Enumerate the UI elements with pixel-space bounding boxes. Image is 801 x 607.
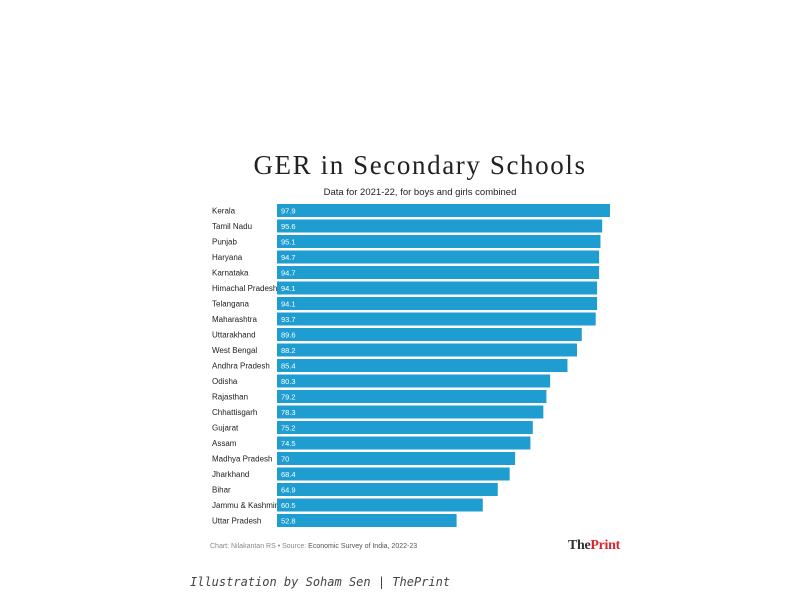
bar-odisha [277, 375, 550, 388]
bar-assam [277, 437, 530, 450]
category-label-assam: Assam [212, 439, 237, 448]
value-label-telangana: 94.1 [281, 299, 296, 309]
bar-punjab [277, 235, 600, 248]
bar-andhra-pradesh [277, 359, 567, 372]
category-label-jharkhand: Jharkhand [212, 470, 250, 479]
category-label-jammu-kashmir: Jammu & Kashmir [212, 501, 278, 510]
bar-telangana [277, 297, 597, 310]
image-caption: Illustration by Soham Sen | ThePrint [190, 575, 451, 589]
theprint-logo [568, 538, 620, 554]
value-label-rajasthan: 79.2 [281, 392, 296, 402]
bar-tamil-nadu [277, 220, 602, 233]
category-label-maharashtra: Maharashtra [212, 315, 257, 324]
category-label-andhra-pradesh: Andhra Pradesh [212, 361, 270, 371]
bar-jammu-kashmir [277, 499, 483, 512]
value-label-karnataka: 94.7 [281, 268, 296, 278]
value-label-madhya-pradesh: 70 [281, 454, 290, 464]
bar-uttarakhand [277, 328, 582, 341]
category-label-uttarakhand: Uttarakhand [212, 330, 256, 340]
value-label-chhattisgarh: 78.3 [281, 408, 296, 417]
bar-chart [200, 140, 640, 540]
source-name: Economic Survey of India, 2022-23 [308, 543, 418, 550]
category-label-bihar: Bihar [212, 485, 231, 495]
bar-gujarat [277, 421, 533, 434]
value-label-kerala: 97.9 [281, 206, 296, 216]
value-label-himachal-pradesh: 94.1 [281, 284, 296, 293]
category-label-punjab: Punjab [212, 237, 237, 247]
category-label-tamil-nadu: Tamil Nadu [212, 222, 253, 231]
bar-madhya-pradesh [277, 452, 515, 465]
bar-jharkhand [277, 468, 510, 481]
chart-source [210, 543, 417, 550]
source-prefix: Chart: Nilakantan RS • Source: [210, 543, 309, 550]
bar-himachal-pradesh [277, 282, 597, 295]
value-label-jharkhand: 68.4 [281, 470, 296, 479]
chart-card [200, 140, 640, 565]
bar-chhattisgarh [277, 406, 543, 419]
category-label-rajasthan: Rajasthan [212, 392, 249, 402]
bar-haryana [277, 251, 599, 264]
value-label-odisha: 80.3 [281, 377, 296, 386]
logo-part-the: The [567, 538, 591, 553]
value-label-uttar-pradesh: 52.8 [281, 516, 296, 526]
value-label-punjab: 95.1 [281, 237, 296, 247]
chart-title: GER in Secondary Schools [253, 150, 587, 180]
bar-uttar-pradesh [277, 514, 457, 527]
category-label-chhattisgarh: Chhattisgarh [212, 408, 258, 417]
value-label-andhra-pradesh: 85.4 [281, 361, 296, 371]
logo-part-print: Print [590, 538, 620, 553]
category-label-madhya-pradesh: Madhya Pradesh [212, 454, 273, 464]
category-label-haryana: Haryana [212, 253, 243, 262]
chart-subtitle: Data for 2021-22, for boys and girls combined [323, 187, 517, 198]
value-label-gujarat: 75.2 [281, 423, 296, 433]
category-label-karnataka: Karnataka [212, 268, 249, 278]
value-label-jammu-kashmir: 60.5 [281, 501, 296, 510]
value-label-uttarakhand: 89.6 [281, 330, 296, 340]
bar-karnataka [277, 266, 599, 279]
bar-west-bengal [277, 344, 577, 357]
category-label-kerala: Kerala [212, 206, 236, 216]
value-label-maharashtra: 93.7 [281, 315, 296, 324]
category-label-telangana: Telangana [212, 299, 249, 309]
bar-bihar [277, 483, 498, 496]
category-label-uttar-pradesh: Uttar Pradesh [212, 516, 262, 526]
category-label-west-bengal: West Bengal [212, 346, 258, 355]
bar-rajasthan [277, 390, 546, 403]
category-label-odisha: Odisha [212, 377, 238, 386]
value-label-haryana: 94.7 [281, 253, 296, 262]
bar-maharashtra [277, 313, 596, 326]
value-label-west-bengal: 88.2 [281, 346, 296, 355]
category-label-gujarat: Gujarat [212, 423, 239, 433]
category-label-himachal-pradesh: Himachal Pradesh [212, 284, 278, 293]
value-label-bihar: 64.9 [281, 485, 296, 495]
value-label-assam: 74.5 [281, 439, 296, 448]
value-label-tamil-nadu: 95.6 [281, 222, 296, 231]
bar-kerala [277, 204, 610, 217]
